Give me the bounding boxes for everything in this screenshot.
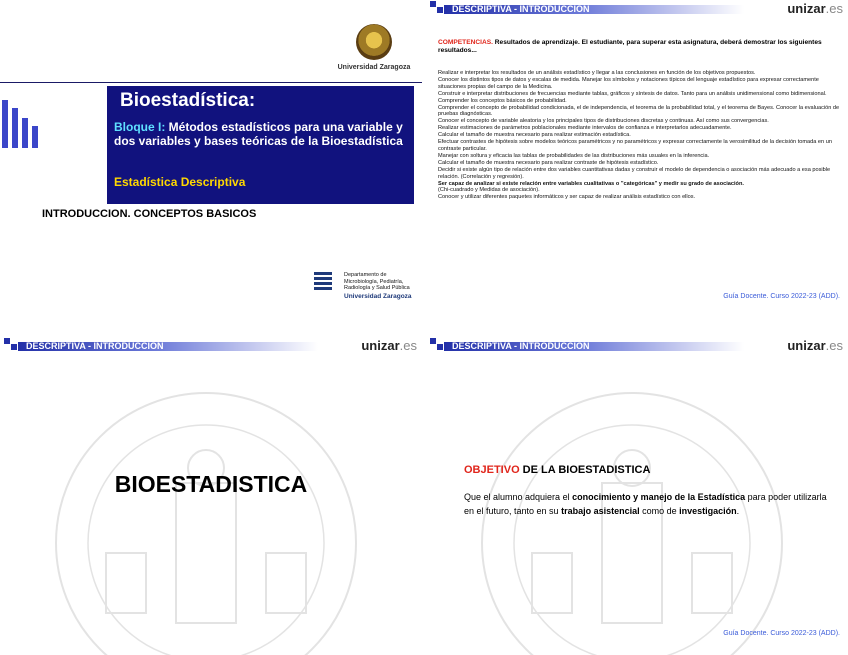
slide-title[interactable] [0,0,422,318]
list-item: Calcular el tamaño de muestra necesario para realizar contraste de hipótesis estadístico. [438,159,659,166]
bloque-subtitle [114,120,410,148]
slide-header [426,0,848,17]
list-item: Construir e interpretar distribuciones de frecuencias mediante tablas, gráficos y síntesis de datos. Tanto para un análisis unidimensional como bidimensional. [438,90,827,97]
slide-header [0,337,422,354]
list-item: Conocer el concepto de variable aleatoria y los principales tipos de distribuciones discretas y continuas. Así como sus convergencias. [438,118,769,125]
university-logo [334,24,414,71]
divider [0,82,422,83]
list-item: Realizar e interpretar los resultados de un análisis estadístico y llegar a las conclusiones en función de los objetivos propuestos. [438,70,756,76]
decorative-bars [0,100,60,148]
header-square-icon [437,7,443,13]
list-item: Comprender el concepto de probabilidad condicionada, el de independencia, el teorema de la probabilidad total, y el teorema de Bayes. Conocer la evaluación de pruebas diagnósticas. [438,104,840,118]
slide-objetivo[interactable] [426,337,848,655]
unizar-logo: unizar.es [787,338,843,353]
topic-subtitle: Estadística Descriptiva [114,175,246,189]
list-item: Comprender los conceptos básicos de probabilidad. [438,97,567,104]
header-square-icon [11,344,17,350]
university-seal-icon [356,24,392,60]
department-icon [314,272,332,298]
university-seal-watermark-icon [36,373,376,655]
header-title: DESCRIPTIVA - INTRODUCCION [26,341,164,351]
list-item: Manejar con soltura y eficacia las tablas de probabilidades de las distribuciones más usuales en la inferencia. [438,152,710,159]
header-square-icon [437,344,443,350]
unizar-logo: unizar.es [787,1,843,16]
list-item: Conocer y utilizar diferentes paquetes informáticos y ser capaz de realizar análisis estadístico con ellos. [438,194,696,201]
list-item: Decidir si existe algún tipo de relación entre dos variables cuantitativas dadas y construir el modelo de dependencia o asociación más adecuado a esa posible relación. (Correlación y regresión). [438,166,831,180]
competencias-list [438,70,840,201]
slide-bioestadistica[interactable] [0,337,422,655]
competencias-heading: COMPETENCIAS. Resultados de aprendizaje. El estudiante, para superar esta asignatura, deberá demostrar los siguientes resultados... [438,39,822,54]
list-item: (Chi-cuadrado y Medidas de asociación). [438,187,540,194]
list-item: Conocer los distintos tipos de datos y escalas de medida. Manejar los símbolos y notaciones típicos del lenguaje estadístico para expresar correctamente situaciones propias del campo de la Medicina. [438,76,819,90]
unizar-logo: unizar.es [361,338,417,353]
slide-competencias[interactable] [426,0,848,318]
slide-title-text: BIOESTADISTICA [114,471,308,497]
header-title: DESCRIPTIVA - INTRODUCCION [452,341,590,351]
slide-footer: Guía Docente. Curso 2022-23 (ADD). [723,293,840,300]
list-item: Ser capaz de analizar si existe relación entre variables cualitativas o "categóricas" y medir su grado de asociación. [438,180,744,187]
university-logo-text: Universidad Zaragoza [337,64,411,71]
list-item: Realizar estimaciones de parámetros poblacionales mediante intervalos de confianza e interpretarlos adecuadamente. [438,125,732,132]
bloque-label: Bloque I: [114,120,166,134]
list-item: Calcular el tamaño de muestra necesario para realizar estimación estadística. [438,132,631,139]
header-square-icon [430,1,436,7]
slide-footer: Guía Docente. Curso 2022-23 (ADD). [723,630,840,637]
slide-header [426,337,848,354]
header-square-icon [4,338,10,344]
header-title: DESCRIPTIVA - INTRODUCCION [452,4,590,14]
list-item: Efectuar contrastes de hipótesis sobre modelos teóricos paramétricos y no paramétricos y expresar correctamente la verosimilitud de la decisión tomada en un contraste particular. [438,139,832,152]
bloque-text: Métodos estadísticos para una variable y dos variables y bases teóricas de la Bioestadística [114,120,403,148]
slide-title-text: Bioestadística: [120,90,256,111]
department-name: Departamento de Microbiología, Pediatría, Radiología y Salud Pública [344,272,410,291]
department-logo [314,270,419,304]
department-university: Universidad Zaragoza [344,293,412,300]
section-heading: INTRODUCCION. CONCEPTOS BASICOS [42,208,257,220]
header-square-icon [430,338,436,344]
objetivo-text: Que el alumno adquiera el conocimiento y manejo de la Estadística para poder utilizarla en el futuro, tanto en su trabajo asistencial como de investigación. [464,492,827,516]
objetivo-heading: OBJETIVO DE LA BIOESTADISTICA [464,464,651,476]
